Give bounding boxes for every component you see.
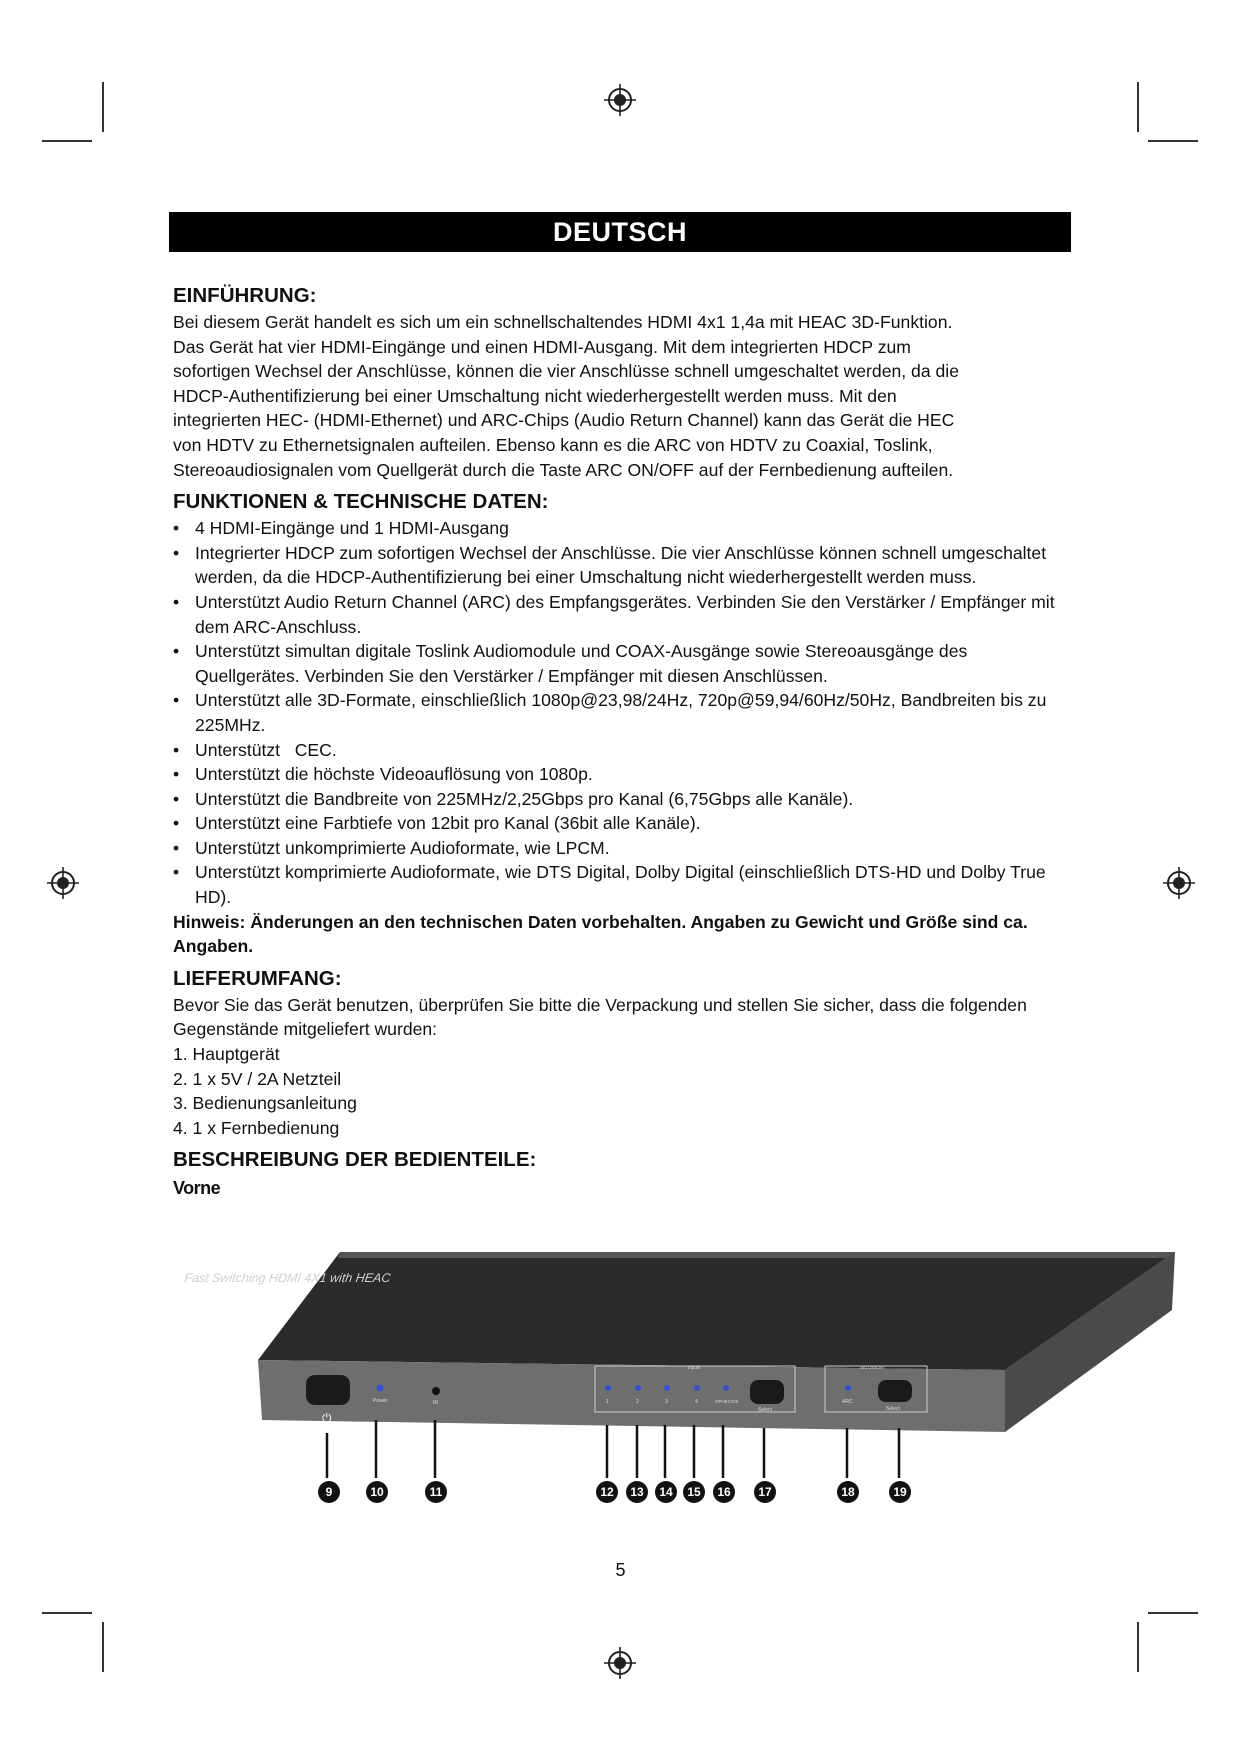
page-number: 5 xyxy=(615,1560,626,1580)
input-3-label: 3 xyxy=(665,1399,668,1405)
package-item: 4. 1 x Fernbedienung xyxy=(173,1117,340,1138)
callout-9-label: 9 xyxy=(325,1485,333,1499)
input-auto-led xyxy=(723,1385,729,1391)
feature-item: • Unterstützt alle 3D-Formate, einschließlich 1080p@23,98/24Hz, 720p@59,94/60Hz/50Hz, Bandbreiten bis zu 225MHz. xyxy=(173,688,1073,737)
arc-group-label: Arc ON/OFF xyxy=(860,1365,885,1370)
feature-item: • Integrierter HDCP zum sofortigen Wechsel der Anschlüsse. Die vier Anschlüsse können schnell umgeschaltet werden, da die HDCP-Authentifizierung bei einer Umschaltung nicht wiederhergestellt werden muss. xyxy=(173,541,1073,590)
callout-19-label: 19 xyxy=(893,1485,907,1499)
feature-item: • Unterstützt die Bandbreite von 225MHz/2,25Gbps pro Kanal (6,75Gbps alle Kanäle). xyxy=(173,787,1073,812)
feature-item: • Unterstützt unkomprimierte Audioformate, wie LPCM. xyxy=(173,836,1073,861)
callout-15-label: 15 xyxy=(687,1485,701,1499)
callout-16-label: 16 xyxy=(717,1485,731,1499)
package-item: 1. Hauptgerät xyxy=(173,1044,280,1065)
controls-heading: BESCHREIBUNG DER BEDIENTEILE: xyxy=(173,1148,537,1172)
input-select-label: Select xyxy=(758,1407,772,1413)
feature-item: • Unterstützt eine Farbtiefe von 12bit pro Kanal (36bit alle Kanäle). xyxy=(173,811,1073,836)
intro-line: HDCP-Authentifizierung bei einer Umschaltung nicht wiederhergestellt werden muss. Mit den xyxy=(173,385,897,406)
intro-line: Bei diesem Gerät handelt es sich um ein schnellschaltendes HDMI 4x1 1,4a mit HEAC 3D-Funktion. xyxy=(173,312,953,332)
feature-item: • Unterstützt CEC. xyxy=(173,738,1073,763)
power-led xyxy=(377,1385,384,1392)
input-1-led xyxy=(605,1385,611,1391)
input-2-label: 2 xyxy=(636,1399,639,1405)
feature-item: • 4 HDMI-Eingänge und 1 HDMI-Ausgang xyxy=(173,516,1073,541)
package-heading: LIEFERUMFANG: xyxy=(173,966,342,990)
callout-10-label: 10 xyxy=(370,1485,384,1499)
callout-17-label: 17 xyxy=(758,1485,772,1499)
package-text: Bevor Sie das Gerät benutzen, überprüfen Sie bitte die Verpackung und stellen Sie sicher, dass die folgenden Gegenstände mitgeliefert wurden: xyxy=(173,994,1027,1040)
ir-label: IR xyxy=(433,1400,438,1406)
intro-line: Stereoaudiosignalen vom Quellgerät durch die Taste ARC ON/OFF auf der Fernbedienung aufteilen. xyxy=(173,459,954,480)
callout-11-label: 11 xyxy=(429,1485,443,1499)
input-select-button[interactable] xyxy=(750,1380,784,1404)
intro-heading: EINFÜHRUNG: xyxy=(173,284,317,307)
feature-item: • Unterstützt komprimierte Audioformate, wie DTS Digital, Dolby Digital (einschließlich DTS-HD und Dolby True HD). xyxy=(173,860,1073,909)
callout-12-label: 12 xyxy=(600,1485,614,1499)
power-led-label: Power xyxy=(373,1398,388,1404)
callout-13-label: 13 xyxy=(630,1485,644,1499)
arc-select-label: Select xyxy=(886,1406,900,1412)
device-top-highlight xyxy=(338,1252,1175,1258)
input-4-led xyxy=(694,1385,700,1391)
package-item: 3. Bedienungsanleitung xyxy=(173,1093,357,1114)
callout-14-label: 14 xyxy=(659,1485,673,1499)
feature-item: • Unterstützt simultan digitale Toslink Audiomodule und COAX-Ausgänge sowie Stereoausgänge des Quellgerätes. Verbinden Sie den Verstärker / Empfänger mit diesen Anschlüssen. xyxy=(173,639,1073,688)
callout-18-label: 18 xyxy=(841,1485,855,1499)
arc-label: ARC xyxy=(842,1399,853,1405)
intro-line: integrierten HEC- (HDMI-Ethernet) und ARC-Chips (Audio Return Channel) kann das Gerät die HEC xyxy=(173,410,955,431)
input-2-led xyxy=(635,1385,641,1391)
features-heading: FUNKTIONEN & TECHNISCHE DATEN: xyxy=(173,490,549,514)
arc-led xyxy=(845,1385,851,1391)
power-button[interactable] xyxy=(306,1375,350,1405)
arc-select-button[interactable] xyxy=(878,1380,912,1402)
intro-line: sofortigen Wechsel der Anschlüsse, können die vier Anschlüsse schnell umgeschaltet werden, da die xyxy=(173,361,959,382)
input-auto-label: OPHEC/OK xyxy=(715,1399,739,1404)
input-4-label: 4 xyxy=(695,1399,698,1405)
input-3-led xyxy=(664,1385,670,1391)
ir-receiver xyxy=(432,1387,440,1395)
feature-item: • Unterstützt Audio Return Channel (ARC) des Empfangsgerätes. Verbinden Sie den Verstärker / Empfänger mit dem ARC-Anschluss. xyxy=(173,590,1073,639)
intro-line: von HDTV zu Ethernetsignalen aufteilen. Ebenso kann es die ARC von HDTV zu Coaxial, Toslink, xyxy=(173,434,933,455)
input-1-label: 1 xyxy=(606,1399,609,1405)
power-symbol-icon: ⏻ xyxy=(322,1411,332,1425)
specs-note: Hinweis: Änderungen an den technischen Daten vorbehalten. Angaben zu Gewicht und Größe sind ca. Angaben. xyxy=(173,911,1028,957)
front-subheading: Vorne xyxy=(173,1178,221,1199)
package-item: 2. 1 x 5V / 2A Netzteil xyxy=(173,1068,342,1089)
device-model-label: Fast Switching HDMI 4X1 with HEAC xyxy=(183,1271,392,1285)
feature-item: • Unterstützt die höchste Videoauflösung von 1080p. xyxy=(173,762,1073,787)
input-group-label: Inputs xyxy=(688,1365,701,1370)
intro-line: Das Gerät hat vier HDMI-Eingänge und einen HDMI-Ausgang. Mit dem integrierten HDCP zum xyxy=(173,336,911,357)
language-title: DEUTSCH xyxy=(169,212,1071,252)
